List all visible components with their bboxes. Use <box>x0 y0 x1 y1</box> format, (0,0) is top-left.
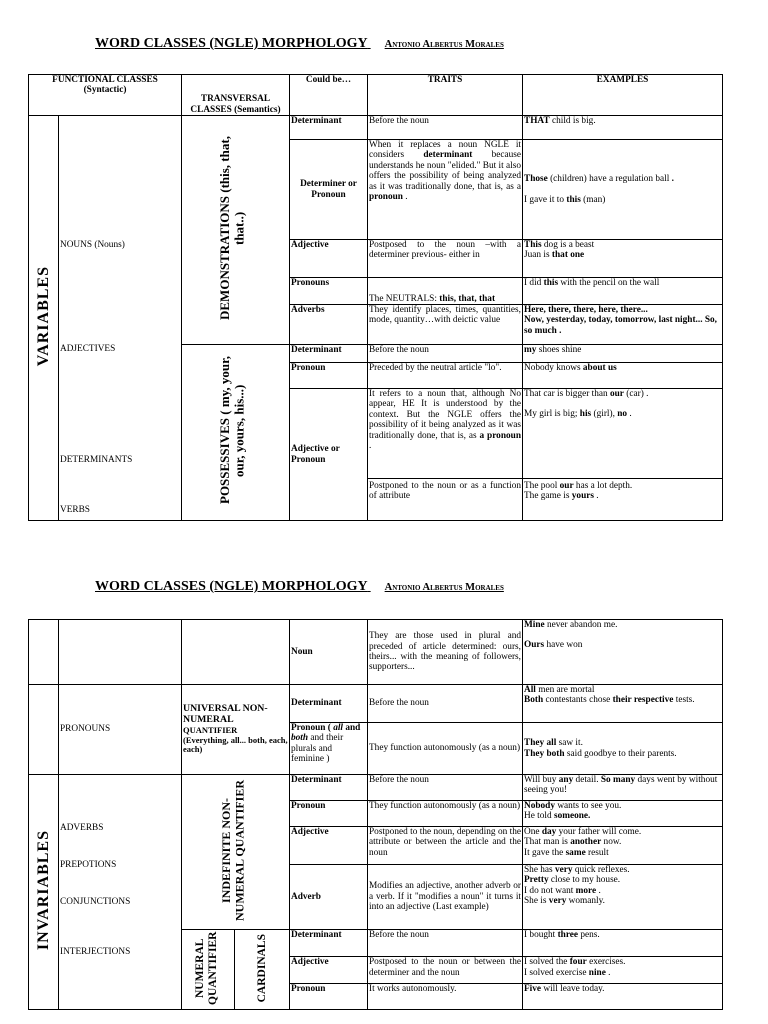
example-text: She has <box>524 865 555 875</box>
example-cell <box>523 685 723 723</box>
word-classes-table-2 <box>28 619 723 1010</box>
functional-classes-list <box>59 775 182 1010</box>
example-cell <box>523 957 723 984</box>
example-cell <box>523 775 723 801</box>
example-bold: Mine <box>524 620 545 630</box>
trait-cell: Postposed to the noun –with a determiner previous- either in <box>368 240 523 278</box>
universal-label: UNIVERSAL NON-NUMERAL <box>183 703 268 726</box>
example-text: shoes shine <box>536 345 582 355</box>
example-text: will leave today. <box>541 984 605 995</box>
example-bold: same <box>565 847 586 858</box>
page-title-2 <box>95 579 504 595</box>
functional-classes-list <box>59 116 182 521</box>
example-text: wants to see you. <box>555 801 622 811</box>
could-be-cell: Adjective <box>290 827 368 865</box>
example-bold: Five <box>524 984 542 995</box>
example-text: Juan is <box>524 250 552 261</box>
example-bold: that one <box>551 250 585 261</box>
could-be-cell: Determinant <box>290 685 368 723</box>
trait-cell: Before the noun <box>368 775 523 801</box>
could-text: and <box>343 723 361 733</box>
functional-item-determinants: DETERMINANTS <box>60 455 133 465</box>
example-text: . <box>627 409 632 420</box>
example-text: I do not want <box>524 885 576 896</box>
author-name: Antonio Albertus Morales <box>384 582 504 593</box>
example-cell <box>523 865 723 930</box>
example-bold: . <box>671 174 674 185</box>
trait-cell: They are those used in plural and preceded of article determined: ours, theirs... with the meaning of followers, supporters... <box>368 620 523 685</box>
example-bold: So many <box>600 775 636 785</box>
example-bold: day <box>541 827 557 837</box>
example-bold: Both <box>524 695 544 706</box>
could-be-cell: Adverbs <box>290 305 368 345</box>
example-text: Here, there, there, here, there... <box>524 305 648 315</box>
functional-item-pronouns: PRONOUNS <box>59 685 182 775</box>
example-bold: Nobody <box>524 801 556 811</box>
example-text: I solved exercise <box>524 967 589 978</box>
trait-cell: Preceded by the neutral article "lo". <box>368 363 523 389</box>
trait-cell <box>368 389 523 521</box>
trait-cell <box>368 140 523 240</box>
could-be-cell: Determinant <box>290 930 368 957</box>
example-text: never abandon me. <box>544 620 618 630</box>
example-bold: more <box>575 885 597 896</box>
could-be-cell: Determiner or Pronoun <box>290 140 368 240</box>
example-text: Will buy <box>524 775 559 785</box>
example-text: Nobody knows <box>524 363 583 373</box>
page-title-1 <box>95 36 504 52</box>
example-text: . <box>605 967 611 978</box>
example-text: It gave the <box>524 847 566 858</box>
example-text: detail. <box>573 775 601 785</box>
example-text: I did <box>524 278 544 288</box>
example-text: I bought <box>524 930 558 940</box>
example-text: (car) . <box>623 389 649 399</box>
word-classes-table-1 <box>28 74 723 521</box>
example-text: One <box>524 827 542 837</box>
example-cell <box>523 305 723 345</box>
example-text: . <box>596 885 601 896</box>
example-text: child is big. <box>549 116 596 126</box>
could-be-cell: Determinant <box>290 345 368 363</box>
could-be-cell: Adverb <box>290 865 368 930</box>
universal-sub-label: QUANTIFIER <box>183 725 238 736</box>
example-bold: no <box>617 409 628 420</box>
example-text: The pool <box>524 481 560 491</box>
example-cell <box>523 827 723 865</box>
functional-item-nouns: NOUNS (Nouns) <box>60 240 125 250</box>
example-text: now. <box>601 837 622 848</box>
example-cell <box>523 723 723 775</box>
example-text: exercises. <box>586 957 626 968</box>
numeral-quantifier-cell <box>182 930 235 1010</box>
header-transversal-classes: TRANSVERSAL CLASSES (Semantics) <box>182 75 290 116</box>
example-text: That car is bigger than <box>524 389 610 399</box>
example-text: has a lot depth. <box>573 481 633 491</box>
trait-text: It refers to a noun that, although No appear, HE It is understood by the context. But the NGLE offers the possibility of it being analyzed as it was traditionally done, that is, as <box>369 389 521 441</box>
example-text: dog is a beast <box>541 240 595 250</box>
example-cell <box>523 116 723 140</box>
invariables-group-cell <box>29 775 59 1010</box>
example-bold: Pretty <box>524 875 549 886</box>
empty-functional-cell <box>59 620 182 685</box>
could-be-cell <box>290 723 368 775</box>
trait-cell: They function autonomously (as a noun) <box>368 801 523 827</box>
example-cell <box>523 240 723 278</box>
example-bold: Ours <box>524 640 545 651</box>
empty-group-cell <box>29 685 59 775</box>
example-text: pens. <box>578 930 600 940</box>
cardinals-label: CARDINALS <box>255 933 268 1003</box>
example-cell <box>523 620 723 685</box>
example-cell <box>523 389 723 521</box>
example-text: That man is <box>524 837 571 848</box>
example-bold: They all <box>524 738 557 749</box>
example-text: with the pencil on the wall <box>558 278 660 288</box>
cardinals-cell <box>235 930 290 1010</box>
header-examples: EXAMPLES <box>523 75 723 116</box>
example-text: contestants chose <box>543 695 613 706</box>
indefinite-label: INDEFINITE NON-NUMERAL QUANTIFIER <box>218 779 246 921</box>
example-text: The game is <box>524 491 572 502</box>
example-text: close to my house. <box>548 875 621 886</box>
example-bold: nine <box>588 967 606 978</box>
could-be-cell: Determinant <box>290 116 368 140</box>
example-text: (children) have a regulation ball <box>547 174 672 185</box>
example-bold: THAT <box>524 116 550 126</box>
trait-bold: a pronoun <box>479 430 521 441</box>
example-bold: our <box>559 481 574 491</box>
could-be-cell: Adjective or Pronoun <box>290 389 368 521</box>
trait-text: . <box>402 192 408 203</box>
header-traits: TRAITS <box>368 75 523 116</box>
example-text: . <box>593 491 599 502</box>
example-text: have won <box>544 640 583 651</box>
could-be-cell: Noun <box>290 620 368 685</box>
could-be-cell: Pronouns <box>290 278 368 305</box>
trait-cell: Postposed to the noun or between the determiner and the noun <box>368 957 523 984</box>
example-text: your father will come. <box>556 827 642 837</box>
trait-text: because understands he noun "elided." But it also offers the possibility of being analyzed as it was traditionally done, that is, as a <box>369 150 521 192</box>
example-text: men are mortal <box>535 685 595 695</box>
indefinite-quantifier-cell <box>182 775 290 930</box>
example-cell <box>523 140 723 240</box>
trait-text: The NEUTRALS: <box>369 293 440 304</box>
example-bold: someone. <box>553 811 591 822</box>
could-text: and their plurals and feminine ) <box>291 733 344 765</box>
trait-text: When it replaces a noun NGLE it considers <box>369 140 521 161</box>
example-bold: yours <box>571 491 594 502</box>
trait-text: Postponed to the noun or as a function of attribute <box>369 481 521 502</box>
trait-cell: Before the noun <box>368 685 523 723</box>
could-be-cell: Pronoun <box>290 801 368 827</box>
example-bold: any <box>558 775 574 785</box>
trait-cell: Modifies an adjective, another adverb or a verb. If it "modifies a noun" it turns it into an adjective (Last example) <box>368 865 523 930</box>
demonstrations-label: DEMONSTRATIONS (this, that, that..) <box>216 136 247 321</box>
example-text: (man) <box>580 194 606 205</box>
invariables-label: INVARIABLES <box>34 830 52 951</box>
trait-cell: Before the noun <box>368 930 523 957</box>
functional-item-adjectives: ADJECTIVES <box>60 344 116 354</box>
example-text: Now, yesterday, today, tomorrow, last night... So, so much . <box>524 315 718 336</box>
example-bold: my <box>524 345 537 355</box>
example-bold: their respective <box>612 695 674 706</box>
title-text: WORD CLASSES (NGLE) MORPHOLOGY <box>95 36 368 51</box>
example-text: My girl is big; <box>524 409 580 420</box>
could-be-cell: Adjective <box>290 240 368 278</box>
could-be-cell: Pronoun <box>290 363 368 389</box>
trait-cell: Postponed to the noun, depending on the attribute or between the article and the noun <box>368 827 523 865</box>
title-text: WORD CLASSES (NGLE) MORPHOLOGY <box>95 579 368 594</box>
numeral-label: NUMERAL QUANTIFIER <box>194 931 219 1005</box>
example-bold: our <box>609 389 624 399</box>
example-text: result <box>585 847 609 858</box>
trait-cell: Before the noun <box>368 345 523 363</box>
functional-item-interjections: INTERJECTIONS <box>60 947 131 957</box>
trait-cell <box>368 278 523 305</box>
example-bold: very <box>555 865 573 875</box>
example-bold: four <box>569 957 587 968</box>
could-italic: both <box>291 733 309 744</box>
trait-bold: determinant <box>423 150 473 161</box>
universal-examples-label: (Everything, all... both, each, each) <box>183 734 288 755</box>
variables-group-cell <box>29 116 59 521</box>
trait-cell: They function autonomously (as a noun) <box>368 723 523 775</box>
trait-cell: Before the noun <box>368 116 523 140</box>
example-text: (girl), <box>591 409 618 420</box>
trait-bold: this, that, that <box>439 293 496 304</box>
demonstrations-cell <box>182 116 290 345</box>
trait-bold: pronoun <box>369 192 403 203</box>
example-text: saw it. <box>556 738 583 749</box>
example-bold: another <box>570 837 602 848</box>
example-bold: three <box>557 930 579 940</box>
example-cell <box>523 801 723 827</box>
example-text: tests. <box>673 695 695 706</box>
example-text: I solved the <box>524 957 570 968</box>
example-bold: this <box>543 278 559 288</box>
header-could-be: Could be… <box>290 75 368 116</box>
example-bold: this <box>566 194 581 205</box>
functional-item-verbs: VERBS <box>60 505 90 515</box>
possessives-cell <box>182 345 290 521</box>
author-name: Antonio Albertus Morales <box>384 39 504 50</box>
example-text: She is <box>524 896 549 907</box>
example-bold: about us <box>582 363 617 373</box>
functional-item-prepotions: PREPOTIONS <box>60 860 117 870</box>
could-be-cell: Determinant <box>290 775 368 801</box>
example-bold: This <box>524 240 542 250</box>
example-bold: very <box>548 896 567 907</box>
example-bold: his <box>579 409 592 420</box>
empty-group-cell <box>29 620 59 685</box>
trait-text: . <box>369 441 372 452</box>
header-functional-text: FUNCTIONAL CLASSES <box>52 75 158 85</box>
variables-label: VARIABLES <box>34 266 52 367</box>
universal-quantifier-cell <box>182 685 290 775</box>
example-cell <box>523 930 723 957</box>
could-be-cell: Adjective <box>290 957 368 984</box>
example-cell <box>523 984 723 1010</box>
example-bold: Those <box>524 174 548 185</box>
example-text: said goodbye to their parents. <box>564 748 677 759</box>
example-bold: They both <box>524 748 565 759</box>
example-bold: All <box>524 685 536 695</box>
could-italic: all <box>333 723 344 733</box>
trait-cell: They identify places, times, quantities, mode, quantity…with deictic value <box>368 305 523 345</box>
possessives-label: POSSESSIVES ( my, your, our, yours, his...) <box>216 356 247 505</box>
example-cell <box>523 345 723 363</box>
functional-item-adverbs: ADVERBS <box>60 823 104 833</box>
example-text: days went by without seeing you! <box>524 775 718 796</box>
example-text: I gave it to <box>524 194 567 205</box>
example-text: He told <box>524 811 554 822</box>
empty-transversal-cell <box>182 620 290 685</box>
example-text: womanly. <box>566 896 606 907</box>
example-cell <box>523 363 723 389</box>
example-text: quick reflexes. <box>572 865 630 875</box>
trait-cell: It works autonomously. <box>368 984 523 1010</box>
header-functional-sub: (Syntactic) <box>83 85 127 96</box>
example-cell <box>523 278 723 305</box>
could-be-cell: Pronoun <box>290 984 368 1010</box>
header-functional-classes <box>29 75 182 116</box>
functional-item-conjunctions: CONJUNCTIONS <box>60 897 131 907</box>
could-text: Pronoun ( <box>291 723 334 733</box>
